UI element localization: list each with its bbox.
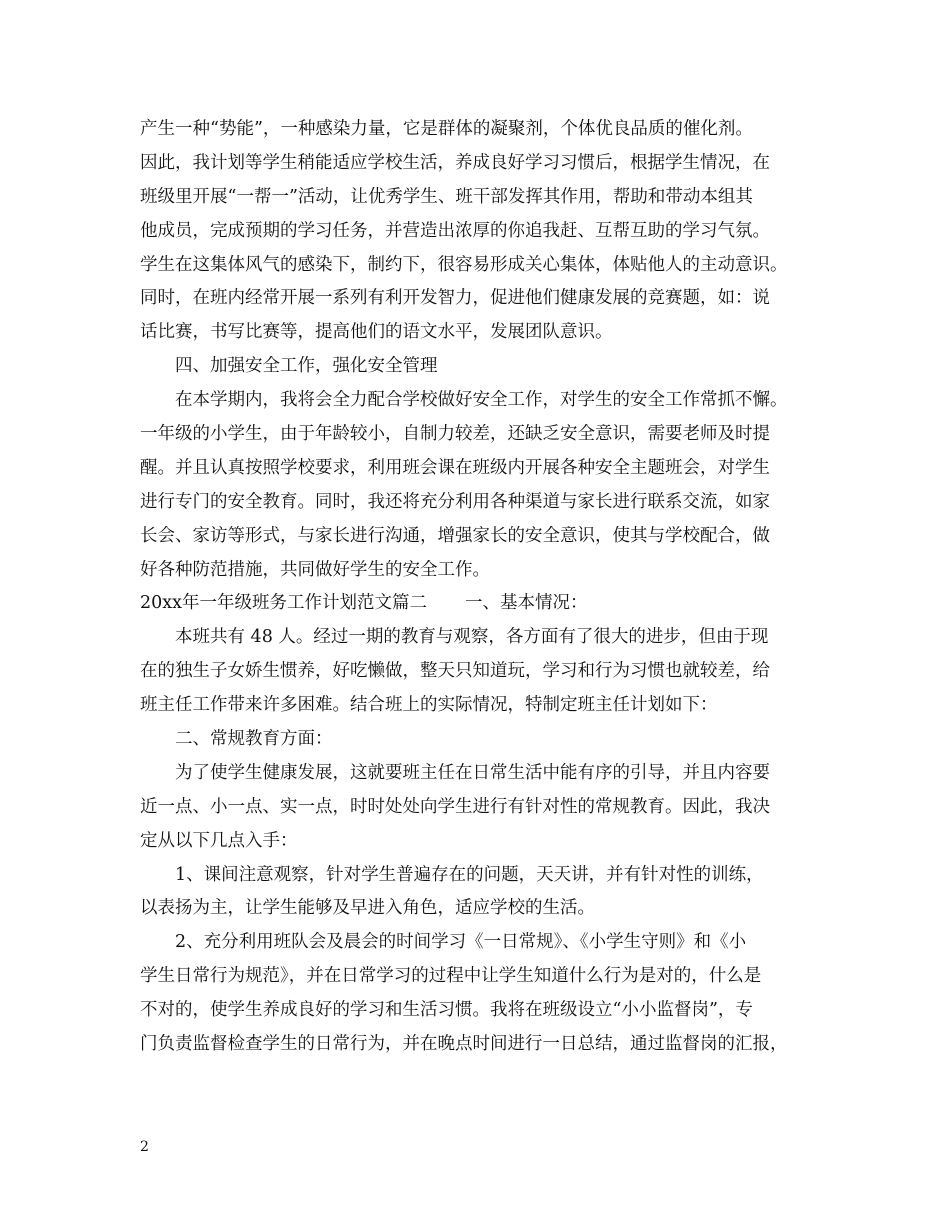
text-line — [140, 147, 830, 181]
page-number: 2 — [140, 1139, 149, 1155]
line-text: 因此，我计划等学生稍能适应学校生活，养成良好学习习惯后，根据学生情况，在 — [140, 152, 770, 173]
text-line — [140, 892, 830, 926]
text-line — [140, 994, 830, 1028]
line-text: 班主任工作带来许多困难。结合班上的实际情况，特制定班主任计划如下： — [140, 695, 718, 716]
text-line — [140, 859, 830, 893]
line-text: 不对的，使学生养成良好的学习和生活习惯。我将在班级设立“小小监督岗”，专 — [140, 1000, 753, 1021]
line-text: 1、课间注意观察，针对学生普遍存在的问题，天天讲，并有针对性的训练， — [175, 864, 764, 885]
line-text: 四、加强安全工作，强化安全管理 — [175, 356, 438, 377]
text-line — [140, 215, 830, 249]
text-line — [140, 587, 830, 621]
line-text: 以表扬为主，让学生能够及早进入角色，适应学校的生活。 — [140, 898, 595, 919]
line-text: 醒。并且认真按照学校要求，利用班会课在班级内开展各种安全主题班会，对学生 — [140, 457, 770, 478]
text-line — [140, 384, 830, 418]
line-text: 二、常规教育方面： — [175, 729, 333, 750]
line-text: 门负责监督检查学生的日常行为，并在晚点时间进行一日总结，通过监督岗的汇报， — [140, 1034, 788, 1055]
line-text: 一年级的小学生，由于年龄较小，自制力较差，还缺乏安全意识，需要老师及时提 — [140, 424, 770, 445]
line-text: 班级里开展“一帮一”活动，让优秀学生、班干部发挥其作用，帮助和带动本组其 — [140, 186, 753, 207]
line-text: 他成员，完成预期的学习任务，并营造出浓厚的你追我赶、互帮互助的学习气氛。 — [140, 220, 770, 241]
line-text: 进行专门的安全教育。同时，我还将充分利用各种渠道与家长进行联系交流，如家 — [140, 491, 770, 512]
line-text: 好各种防范措施，共同做好学生的安全工作。 — [140, 559, 490, 580]
text-line — [140, 960, 830, 994]
line-text: 为了使学生健康发展，这就要班主任在日常生活中能有序的引导，并且内容要 — [175, 762, 770, 783]
text-line — [140, 621, 830, 655]
text-line — [140, 249, 830, 283]
text-line — [140, 282, 830, 316]
line-text: 长会、家访等形式，与家长进行沟通，增强家长的安全意识，使其与学校配合，做 — [140, 525, 770, 546]
line-text: 2、充分利用班队会及晨会的时间学习《一日常规》、《小学生守则》和《小 — [175, 932, 747, 953]
line-text: 本班共有 48 人。经过一期的教育与观察，各方面有了很大的进步，但由于现 — [175, 627, 769, 648]
line-text: 学生日常行为规范》，并在日常学习的过程中让学生知道什么行为是对的，什么是 — [140, 966, 762, 987]
text-line — [140, 1028, 830, 1062]
text-line — [140, 316, 830, 350]
text-line — [140, 825, 830, 859]
line-text: 20xx年一年级班务工作计划范文篇二 — [140, 593, 428, 614]
line-text: 产生一种“势能”，一种感染力量，它是群体的凝聚剂，个体优良品质的催化剂。 — [140, 119, 753, 139]
line-text: 在的独生子女娇生惯养，好吃懒做，整天只知道玩，学习和行为习惯也就较差，给 — [140, 661, 770, 682]
document-body — [140, 113, 830, 1062]
line-text: 话比赛，书写比赛等，提高他们的语文水平，发展团队意识。 — [140, 322, 613, 343]
text-line — [140, 791, 830, 825]
text-line — [140, 452, 830, 486]
text-line — [140, 418, 830, 452]
text-line — [140, 723, 830, 757]
line-text: 学生在这集体风气的感染下，制约下，很容易形成关心集体，体贴他人的主动意识。 — [140, 254, 788, 275]
line-tail-text: 一、基本情况： — [465, 593, 588, 614]
text-line — [140, 520, 830, 554]
line-text: 定从以下几点入手： — [140, 830, 298, 851]
text-line — [140, 181, 830, 215]
text-line — [140, 350, 830, 384]
text-line — [140, 757, 830, 791]
line-text: 在本学期内，我将会全力配合学校做好安全工作，对学生的安全工作常抓不懈。 — [175, 390, 788, 411]
text-line — [140, 486, 830, 520]
text-line — [140, 554, 830, 588]
line-text: 近一点、小一点、实一点，时时处处向学生进行有针对性的常规教育。因此，我决 — [140, 796, 770, 817]
text-line — [140, 926, 830, 960]
line-text: 同时，在班内经常开展一系列有利开发智力，促进他们健康发展的竞赛题，如：说 — [140, 288, 770, 309]
text-line — [140, 113, 830, 147]
text-line — [140, 689, 830, 723]
text-line — [140, 655, 830, 689]
